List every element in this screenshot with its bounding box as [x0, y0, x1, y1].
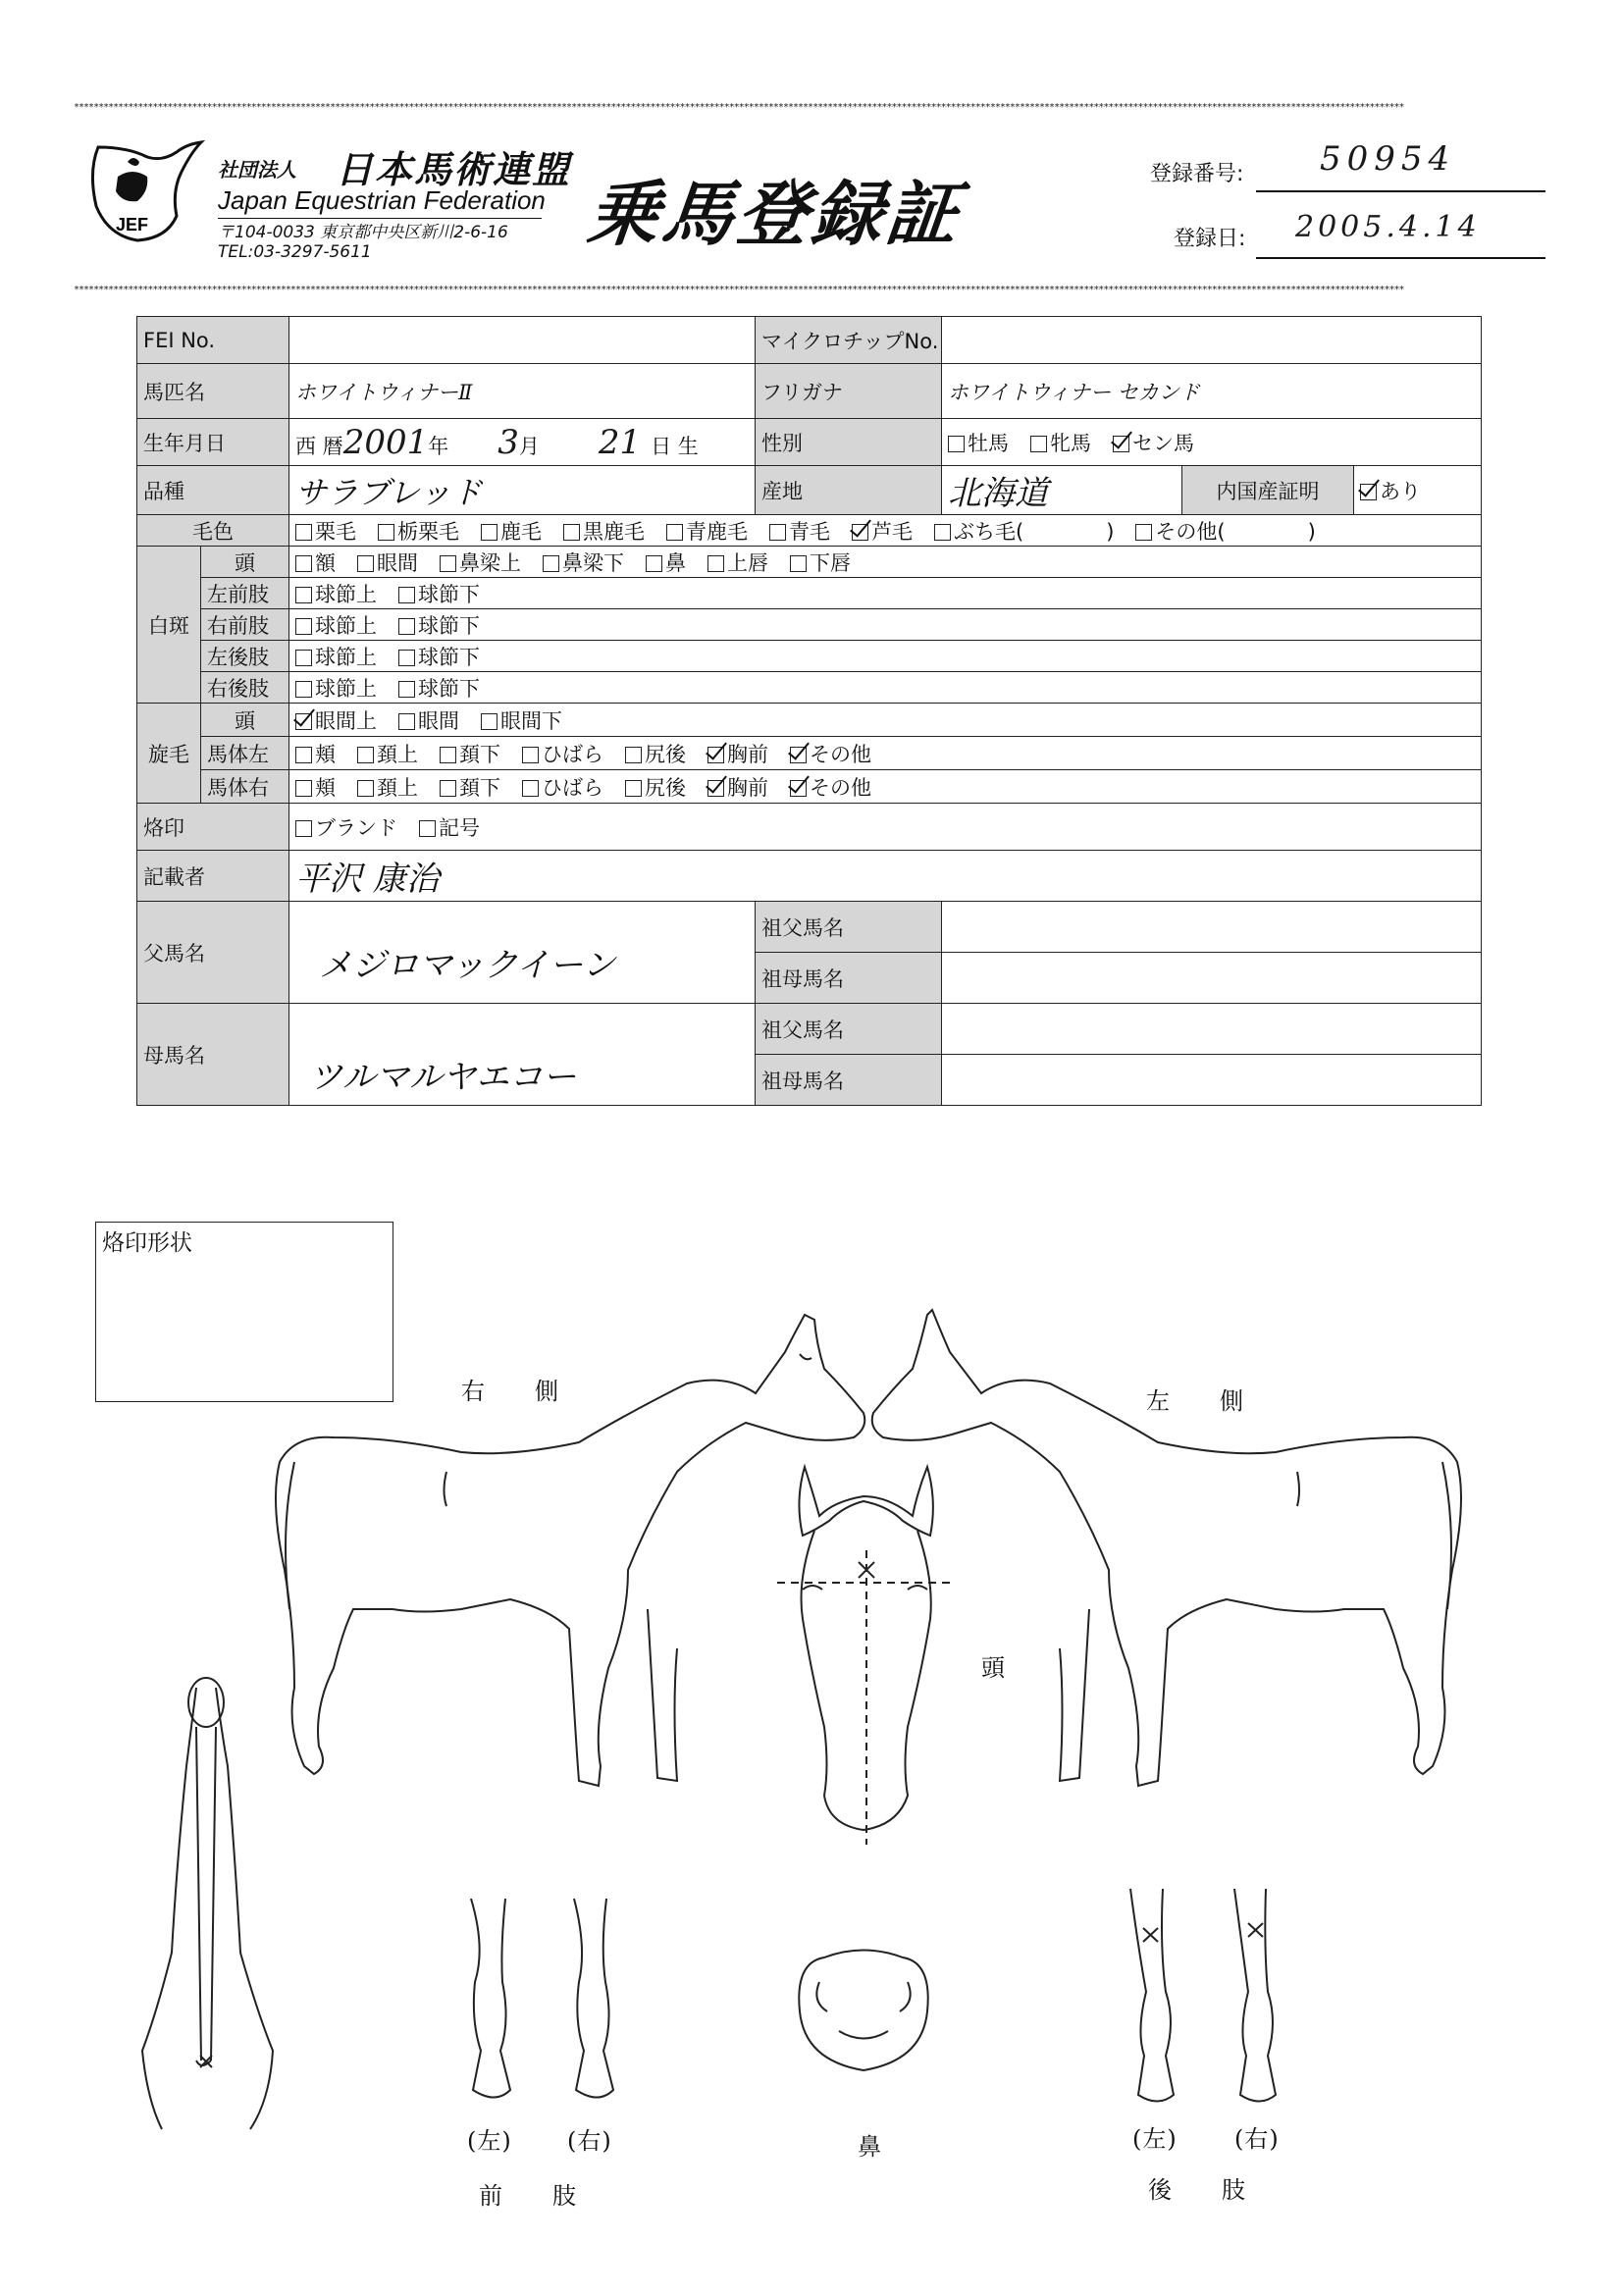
furigana-value[interactable]: ホワイトウィナー セカンド: [942, 364, 1482, 419]
option-label: 頚下: [459, 742, 500, 766]
option-label: 鼻梁上: [459, 550, 521, 575]
option-label: 頬: [315, 742, 336, 766]
option-label: その他( ): [1155, 519, 1316, 544]
hind-right-caption: (右): [1234, 2125, 1280, 2153]
option-label: 記号: [439, 815, 480, 840]
option-label: その他: [810, 775, 871, 800]
document-title: 乗馬登録証: [583, 173, 966, 255]
option-label: 眼間: [377, 550, 418, 575]
option-label: あり: [1380, 479, 1421, 503]
option-label: セン馬: [1132, 431, 1194, 455]
option-label: 鼻: [665, 550, 686, 575]
hind-caption: 後 肢: [1148, 2176, 1246, 2204]
white-marks-label: 白斑: [137, 547, 201, 704]
right-side-caption: 右 側: [461, 1378, 559, 1405]
option-label: ブランド: [315, 815, 397, 840]
org-english-name: Japan Equestrian Federation: [218, 185, 546, 215]
nose-caption: 鼻: [858, 2133, 882, 2161]
option-label: 栗毛: [315, 519, 356, 544]
year-label: 年: [428, 434, 449, 458]
option-label: 牡馬: [968, 431, 1009, 455]
option-label: 額: [315, 550, 336, 575]
right-side-horse-drawing: [276, 1315, 864, 1786]
fore-right-caption: (右): [567, 2127, 612, 2155]
option-label: 球節下: [418, 582, 480, 606]
fei-no-label: FEI No.: [137, 317, 289, 364]
option-label: 球節上: [315, 645, 377, 669]
era-label: 西 暦: [295, 434, 343, 458]
birth-month: 3: [497, 422, 519, 462]
bottom-star-rule: ******************************************************************************************************************************************************************************************************************************************************************************: [74, 285, 1404, 295]
org-prefix: 社団法人: [218, 158, 296, 182]
option-label: 牝馬: [1050, 431, 1091, 455]
sex-label: 性別: [756, 419, 942, 466]
furigana-label: フリガナ: [756, 364, 942, 419]
org-name: 日本馬術連盟: [336, 148, 572, 191]
option-label: 球節上: [315, 582, 377, 606]
option-label: 球節下: [418, 613, 480, 638]
hind-left-caption: (左): [1132, 2125, 1178, 2153]
option-label: 青鹿毛: [686, 519, 748, 544]
breed-value[interactable]: サラブレッド: [289, 466, 756, 515]
registration-date-value: 2005.4.14: [1295, 210, 1481, 244]
left-fore-label: 左前肢: [201, 578, 289, 609]
origin-label: 産地: [756, 466, 942, 515]
month-label: 月: [518, 434, 540, 458]
option-label: 芦毛: [871, 519, 913, 544]
org-address: 〒104-0033 東京都中央区新川2-6-16 TEL:03-3297-5611: [218, 223, 508, 262]
option-label: 球節上: [315, 676, 377, 701]
option-label: ひばら: [542, 775, 603, 800]
option-label: 黒鹿毛: [583, 519, 645, 544]
dam-granddam-label: 祖母馬名: [756, 1055, 942, 1106]
option-label: 眼間下: [500, 708, 562, 733]
nose-drawing: [799, 1951, 927, 2071]
option-label: 青毛: [789, 519, 830, 544]
right-fore-label: 右前肢: [201, 609, 289, 641]
fore-caption: 前 肢: [479, 2182, 577, 2210]
whorl-head-label: 頭: [201, 704, 289, 737]
option-label: ひばら: [542, 742, 603, 766]
option-label: 鼻梁下: [562, 550, 624, 575]
origin-value[interactable]: 北海道: [942, 466, 1182, 515]
day-label: 日 生: [651, 434, 699, 458]
option-label: 胸前: [727, 775, 768, 800]
birthdate-label: 生年月日: [137, 419, 289, 466]
birth-day: 21: [598, 422, 642, 462]
microchip-label: マイクロチップNo.: [756, 317, 942, 364]
registration-number-value: 50954: [1320, 139, 1456, 179]
option-label: 頚上: [377, 775, 418, 800]
option-label: 頚上: [377, 742, 418, 766]
option-label: 球節下: [418, 676, 480, 701]
option-label: 尻後: [645, 775, 686, 800]
option-label: ぶち毛( ): [954, 519, 1115, 544]
option-label: 球節上: [315, 613, 377, 638]
sire-grandsire-label: 祖父馬名: [756, 902, 942, 953]
left-hind-label: 左後肢: [201, 641, 289, 672]
registration-number-label: 登録番号:: [1150, 162, 1244, 186]
left-side-caption: 左 側: [1146, 1387, 1244, 1415]
registration-date-label: 登録日:: [1174, 227, 1246, 251]
dam-label: 母馬名: [137, 1004, 289, 1106]
head-front-drawing: [777, 1467, 952, 1845]
sire-label: 父馬名: [137, 902, 289, 1004]
rear-view-drawing: [142, 1678, 273, 2129]
breed-label: 品種: [137, 466, 289, 515]
option-label: 栃栗毛: [397, 519, 459, 544]
option-label: 胸前: [727, 742, 768, 766]
option-label: 眼間上: [315, 708, 377, 733]
recorder-value[interactable]: 平沢 康治: [289, 851, 1482, 902]
option-label: 鹿毛: [500, 519, 542, 544]
head-caption: 頭: [981, 1654, 1006, 1682]
option-label: 上唇: [727, 550, 768, 575]
fore-legs-drawing: [471, 1899, 613, 2098]
left-side-horse-drawing: [872, 1310, 1461, 1786]
option-label: その他: [810, 742, 871, 766]
horse-name-label: 馬匹名: [137, 364, 289, 419]
svg-text:JEF: JEF: [116, 215, 149, 235]
fore-left-caption: (左): [467, 2127, 512, 2155]
brand-label: 烙印: [137, 804, 289, 851]
dam-value[interactable]: ツルマルヤエコー: [289, 1004, 756, 1106]
right-hind-label: 右後肢: [201, 672, 289, 704]
birth-year: 2001: [342, 422, 429, 462]
option-label: 下唇: [810, 550, 851, 575]
sire-value[interactable]: メジロマックイーン: [289, 902, 756, 1004]
horse-name-value[interactable]: ホワイトウィナーⅡ: [289, 364, 756, 419]
body-right-label: 馬体右: [201, 770, 289, 804]
dam-grandsire-label: 祖父馬名: [756, 1004, 942, 1055]
white-head-label: 頭: [201, 547, 289, 578]
body-left-label: 馬体左: [201, 737, 289, 770]
whorls-label: 旋毛: [137, 704, 201, 804]
option-label: 尻後: [645, 742, 686, 766]
brand-shape-label: 烙印形状: [102, 1230, 192, 1256]
top-star-rule: ******************************************************************************************************************************************************************************************************************************************************************************: [74, 102, 1404, 113]
coat-label: 毛色: [137, 515, 289, 547]
option-label: 頬: [315, 775, 336, 800]
option-label: 頚下: [459, 775, 500, 800]
recorder-label: 記載者: [137, 851, 289, 902]
sire-granddam-label: 祖母馬名: [756, 953, 942, 1004]
option-label: 眼間: [418, 708, 459, 733]
hind-legs-drawing: [1130, 1889, 1276, 2102]
option-label: 球節下: [418, 645, 480, 669]
domestic-cert-label: 内国産証明: [1182, 466, 1354, 515]
